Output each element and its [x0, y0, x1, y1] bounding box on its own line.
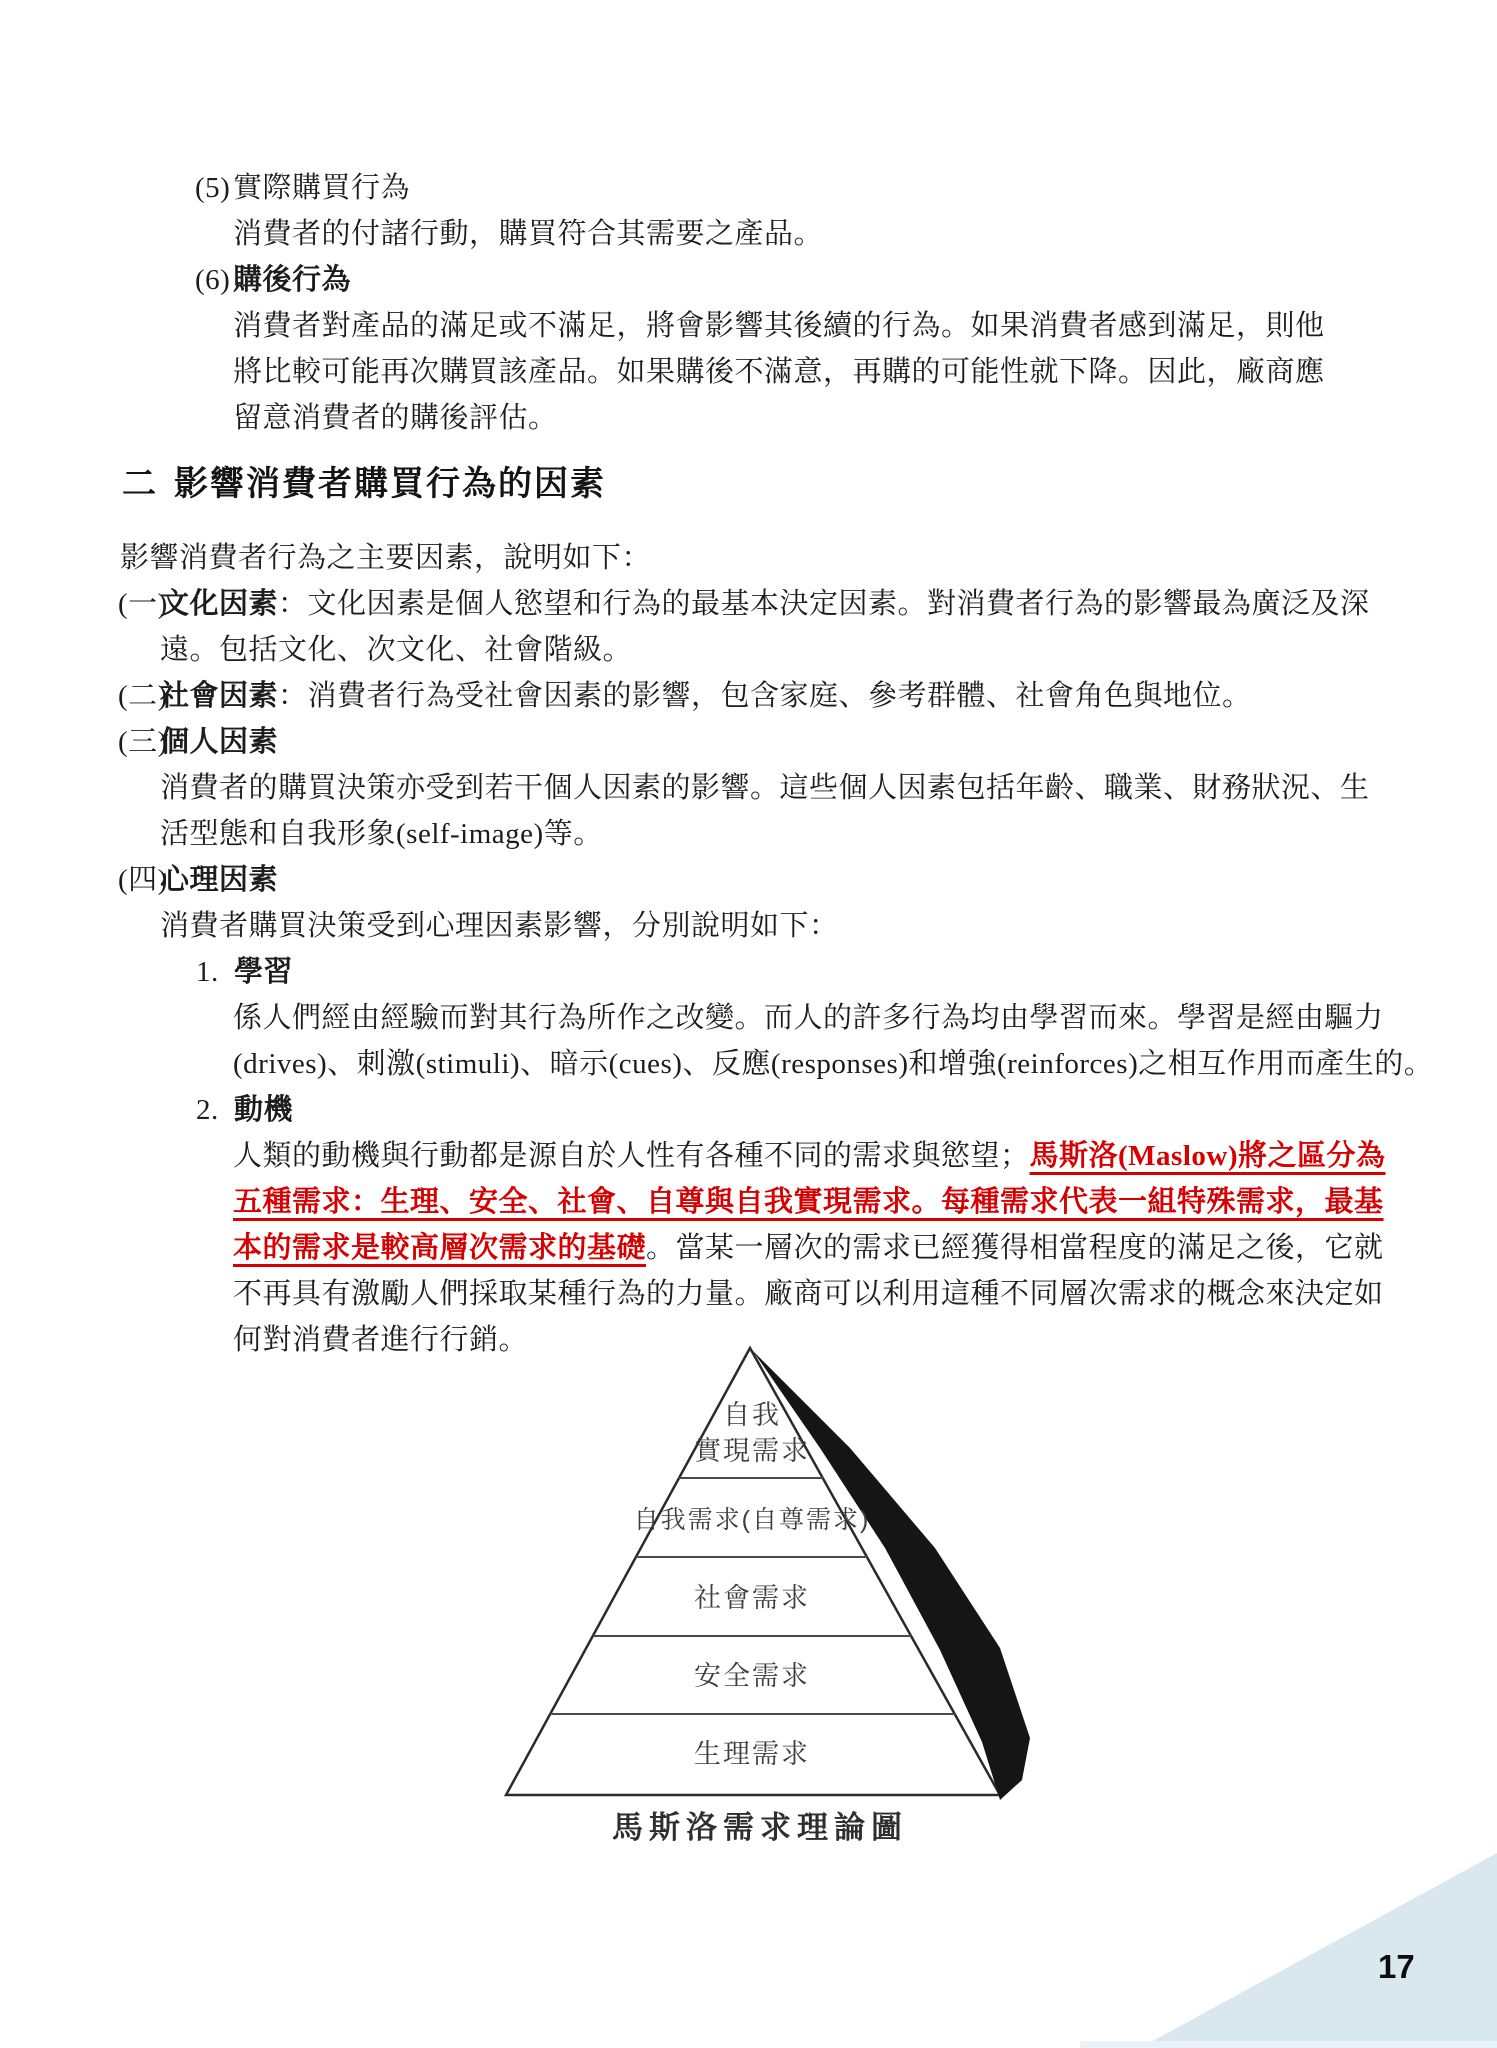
sub-item-1: [196, 952, 293, 992]
list-item-6-title: 購後行為: [233, 264, 352, 296]
pyramid-level-1-line-1: 自我: [723, 1400, 781, 1430]
sub-item-2-marker: 2.: [196, 1094, 219, 1126]
section-heading: [122, 456, 606, 505]
list-item-6-line: 將比較可能再次購買該產品。如果購後不滿意，再購的可能性就下降。因此，廠商應: [233, 356, 1325, 388]
factor-3-marker: (三): [118, 726, 168, 758]
factor-2-separator: ：: [278, 680, 308, 712]
motivation-red-emphasis: 馬斯洛(Maslow)將之區分為: [1029, 1140, 1386, 1172]
pyramid-level-1-line-2: 實現需求: [694, 1436, 810, 1466]
factor-1-marker: (一): [118, 588, 168, 620]
pyramid-level-5-label: 生理需求: [694, 1739, 810, 1769]
factor-4-title: 心理因素: [160, 864, 279, 896]
factor-1-text: 文化因素是個人慾望和行為的最基本決定因素。對消費者行為的影響最為廣泛及深: [307, 588, 1370, 620]
corner-triangle: [1140, 1853, 1497, 2048]
factor-1-line: 遠。包括文化、次文化、社會階級。: [160, 634, 633, 666]
sub-item-2-line: [233, 1228, 1384, 1268]
sub-item-2-title: 動機: [234, 1094, 294, 1126]
sub-item-2-line: [233, 1182, 1384, 1222]
pyramid-level-3-label: 社會需求: [694, 1583, 810, 1613]
pyramid-level-2-label: 自我需求(自尊需求): [633, 1506, 871, 1534]
sub-item-2-line: [233, 1136, 1386, 1176]
factor-3-title: 個人因素: [160, 726, 279, 758]
list-item-5-body: 消費者的付諸行動，購買符合其需要之產品。: [233, 218, 824, 250]
list-item-6: [195, 260, 351, 300]
motivation-red-emphasis: 本的需求是較高層次需求的基礎: [233, 1232, 647, 1264]
corner-decoration: [1060, 1830, 1497, 2048]
list-item-5: [195, 168, 410, 208]
list-item-5-title: 實際購買行為: [233, 172, 411, 204]
factor-2-text: 消費者行為受社會因素的影響，包含家庭、參考群體、社會角色與地位。: [307, 680, 1252, 712]
list-item-5-marker: (5): [195, 172, 231, 204]
factor-1-title: 文化因素: [160, 588, 279, 620]
maslow-pyramid-diagram: [440, 1335, 1080, 1855]
factor-3: [118, 722, 278, 762]
pyramid-caption: 馬斯洛需求理論圖: [612, 1810, 908, 1845]
factor-2-title: 社會因素: [160, 680, 279, 712]
corner-strip: [1080, 2041, 1497, 2048]
pyramid-level-4-label: 安全需求: [694, 1661, 810, 1691]
motivation-text: 。當某一層次的需求已經獲得相當程度的滿足之後，它就: [646, 1232, 1384, 1264]
factor-3-line: 消費者的購買決策亦受到若干個人因素的影響。這些個人因素包括年齡、職業、財務狀況、生: [160, 772, 1370, 804]
section-number: 二: [122, 465, 158, 503]
factor-3-line: 活型態和自我形象(self-image)等。: [160, 818, 603, 850]
factor-1: [118, 584, 1370, 624]
list-item-6-line: 留意消費者的購後評估。: [233, 402, 558, 434]
factor-4-intro: 消費者購買決策受到心理因素影響，分別說明如下：: [160, 910, 839, 942]
sub-item-1-line: (drives)、刺激(stimuli)、暗示(cues)、反應(responses)和增強(reinforces)之相互作用而產生的。: [233, 1048, 1434, 1080]
sub-item-1-marker: 1.: [196, 956, 219, 988]
factor-1-separator: ：: [278, 588, 308, 620]
motivation-red-emphasis: 五種需求：生理、安全、社會、自尊與自我實現需求。每種需求代表一組特殊需求，最基: [233, 1186, 1384, 1218]
list-item-6-marker: (6): [195, 264, 231, 296]
factor-2: [118, 676, 1252, 716]
motivation-text: 人類的動機與行動都是源自於人性有各種不同的需求與慾望；: [233, 1140, 1030, 1172]
sub-item-1-line: 係人們經由經驗而對其行為所作之改變。而人的許多行為均由學習而來。學習是經由驅力: [233, 1002, 1384, 1034]
sub-item-2-line: 不再具有激勵人們採取某種行為的力量。廠商可以利用這種不同層次需求的概念來決定如: [233, 1278, 1384, 1310]
sub-item-1-title: 學習: [234, 956, 294, 988]
page-number: 17: [1378, 1948, 1415, 1985]
section-title: 影響消費者購買行為的因素: [174, 465, 606, 503]
sub-item-2: [196, 1090, 293, 1130]
factor-4: [118, 860, 278, 900]
factor-4-marker: (四): [118, 864, 168, 896]
factor-2-marker: (二): [118, 680, 168, 712]
section-intro: 影響消費者行為之主要因素，說明如下：: [120, 542, 652, 574]
list-item-6-line: 消費者對產品的滿足或不滿足，將會影響其後續的行為。如果消費者感到滿足，則他: [233, 310, 1325, 342]
sub-item-2-line: 何對消費者進行行銷。: [233, 1324, 529, 1356]
